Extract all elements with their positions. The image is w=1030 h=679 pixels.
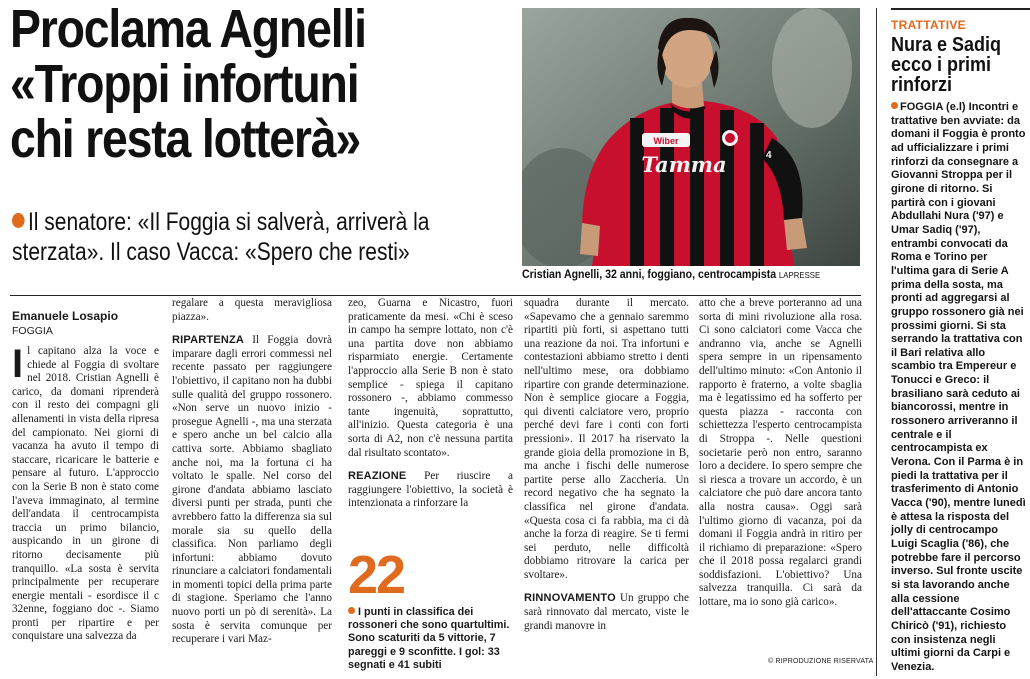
copyright-notice: © RIPRODUZIONE RISERVATA: [768, 658, 874, 665]
sidebar-kicker: TRATTATIVE: [891, 18, 966, 32]
sidebar-title-line: Nura e Sadiq: [891, 34, 1002, 56]
player-photo-illustration: [522, 8, 860, 266]
bullet-dot-icon: [891, 102, 898, 109]
photo-credit: LAPRESSE: [778, 270, 821, 280]
dateline-place: FOGGIA: [12, 325, 53, 337]
headline-line: «Troppi infortuni: [10, 54, 359, 115]
shirt-number: 4: [766, 150, 772, 161]
section-heading: RIPARTENZA: [172, 334, 245, 347]
bullet-dot-icon: [12, 213, 25, 228]
sidebar-rule: [891, 8, 1030, 10]
article-column-3: [348, 297, 513, 511]
article-text: atto che a breve porteranno ad una sorta di mini rivoluzione alla rosa. Ci sono calciatori come Vacca che andranno via, anche se Agnelli spera sempre in un ripensamento dell'ultimo minuto: «Con Antonio il rapporto è fraterno, a volte sbaglia ma è legatissimo ed ha sofferto per questa piazza - racconta con schiettezza l'esperto centrocampista di Stroppa -. Nelle questioni societarie però non entro, saranno loro a decidere. Io spero sempre che si riesca a trovare un accordo, è un calciatore che può dare ancora tanto alla nostra causa». Oggi sarà l'ultimo giorno di vacanza, poi da domani il Foggia andrà in ritiro per il richiamo di preparazione: «Spero che il 2018 possa regalarci grandi soddisfazioni. L'obiettivo? Una salvezza tranquilla. Ci sarà da lottare, ma io sono già carico».: [699, 297, 862, 609]
author-name: Emanuele Losapio: [12, 309, 119, 323]
subheadline: [12, 208, 432, 267]
headline: [10, 0, 440, 170]
article-text: Il Foggia dovrà imparare dagli errori commessi nel recente passato per raggiungere l'obiettivo, il capitano non ha dubbi sulle qualità del gruppo rossonero. «Non serve un nuovo inizio - prosegue Agnelli -, ma una sterzata e spero anche un bel calcio alla cattiva sorte. Abbiamo sbagliato anche noi, ma la fortuna ci ha voltato le spalle. Nel corso del girone d'andata abbiamo lasciato diversi punti per strada, punti che avrebbero fatto la differenza sia sul morale sia su quello della classifica. Non parliamo degli infortuni: abbiamo dovuto rinunciare a calciatori fondamentali in momenti topici della prima parte di stagione. Speriamo che l'anno nuovo porti un pò di serenità». La sosta è servita comunque per recuperare i vari Maz-: [172, 334, 333, 646]
article-text: regalare a questa meravigliosa piazza».: [172, 297, 332, 323]
section-heading: REAZIONE: [348, 470, 407, 483]
article-column-1: [12, 342, 159, 644]
bullet-dot-icon: [348, 607, 355, 614]
sidebar-box: [876, 8, 1026, 676]
sidebar-title-line: rinforzi: [891, 74, 953, 96]
byline: [12, 309, 118, 337]
shirt-brand: Wiber: [653, 136, 679, 146]
sidebar-text: (e.l) Incontri e trattative ben avviate: da domani il Foggia è pronto ad ufficializzare i primi rinforzi da consegnare a Giovanni Stroppa per il girone di ritorno. Si partirà con i giovani Abdullahi Nura ('97) e Umar Sadiq ('97), entrambi convocati da Roma e Torino per l'ultima gara di Serie A prima della sosta, ma pronti ad aggregarsi al gruppo rossonero già nei prossimi giorni. Si sta serrando la trattativa con il Bari relativa allo scambio tra Empereur e Tonucci e Greco: il brasiliano sarà ceduto ai biancorossi, mentre in rossonero arriveranno il centrale e il centrocampista ex Verona. Con il Parma è in piedi la trattativa per il trasferimento di Antonio Vacca ('90), mentre lunedì è attesa la risposta del jolly di centrocampo Luigi Scaglia ('86), che potrebbe fare il percorso inverso. Sul fronte uscite si sta lavorando anche alla cessione dell'attaccante Cosimo Chiricò ('91), richiesto con insistenza negli ultimi giorni da Carpi e Venezia.: [891, 101, 1026, 673]
headline-line: chi resta lotterà»: [10, 109, 361, 170]
subheadline-text: Il senatore: «Il Foggia si salverà, arriverà la sterzata». Il caso Vacca: «Spero che resti»: [12, 208, 430, 266]
article-column-2: [172, 297, 332, 647]
photo-caption: [522, 269, 833, 281]
article-column-4: [524, 297, 689, 633]
article-text: Un gruppo che sarà rinnovato dal mercato, viste le grandi manovre in: [524, 592, 689, 632]
article-text: squadra durante il mercato. «Sapevamo che a gennaio saremmo ripartiti più forti, si aspettano tutti una reazione da noi. Tra infortuni e contestazioni abbiamo stretto i denti nell'ultimo mese, ora dobbiamo ripartire con grande determinazione. Non è semplice giocare a Foggia, qui diventi calciatore vero, proprio perché devi fare i conti con forti pressioni». Il 2017 ha riservato la grande gioia della promozione in B, ma anche i fischi delle numerose partite perse allo Zaccheria. Un record negativo che ha segnato la classifica nel girone d'andata. «Questa cosa ci fa rabbia, ma ci dà anche la forza di reagire. Se ti fermi sei perduto, nelle difficoltà dobbiamo ritrovare la carica per svoltare».: [524, 297, 689, 581]
factbox-text-wrap: [348, 606, 513, 672]
section-heading: RINNOVAMENTO: [524, 592, 616, 605]
shirt-sponsor: Tamma: [641, 152, 727, 177]
drop-cap: I: [12, 342, 24, 386]
article-text: Per riuscire a raggiungere l'obiettivo, la società è intenzionata a rinforzare la: [348, 470, 513, 510]
article-column-5: [699, 297, 862, 610]
article-text: zeo, Guarna e Nicastro, fuori praticamente da mesi. «Chi è sceso in campo ha sempre lottato, non c'è una partita dove non abbiamo risparmiato energie. Certamente l'approccio alla Serie B non è stato semplice - spiega il capitano rossonero -, abbiamo commesso tante ingenuità, soprattutto, all'inizio. Questa categoria è una sorta di A2, non c'è nessuna partita dal risultato scontato».: [348, 297, 513, 459]
stats-factbox: [348, 545, 513, 672]
points-number: 22: [348, 545, 405, 605]
section-divider: [10, 295, 861, 296]
headline-line: Proclama Agnelli: [10, 0, 366, 59]
sidebar-title: [891, 35, 1013, 95]
sidebar-body: [891, 101, 1026, 675]
sidebar-lead: FOGGIA: [900, 101, 943, 113]
sidebar-title-line: ecco i primi: [891, 54, 992, 76]
player-photo: [522, 8, 860, 266]
factbox-text: I punti in classifica dei rossoneri che sono quartultimi. Sono scaturiti da 5 vittorie, 7 pareggi e 9 sconfitte. I gol: 33 segnati e 41 subiti: [348, 606, 510, 671]
caption-text: Cristian Agnelli, 32 anni, foggiano, centrocampista: [522, 269, 777, 281]
article-text: l capitano alza la voce e chiede al Foggia di svoltare nel 2018. Cristian Agnelli è carico, da domani riprenderà con il resto dei compagni gli allenamenti in vista della ripresa del campionato. Nei giorni di vacanza ha avuto il tempo di staccare, ricaricare le batterie e pensare al futuro. L'approccio con la Serie B non è stato come l'aveva immaginato, al termine dell'andata il centrocampista traccia un primo bilancio, auspicando in un girone di ritorno decisamente più tranquillo. «La sosta è servita principalmente per recuperare energie mentali - esordisce il c 32enne, foggiano doc -. Siamo pronti per ripartire e per conquistare una salvezza da: [12, 345, 159, 643]
